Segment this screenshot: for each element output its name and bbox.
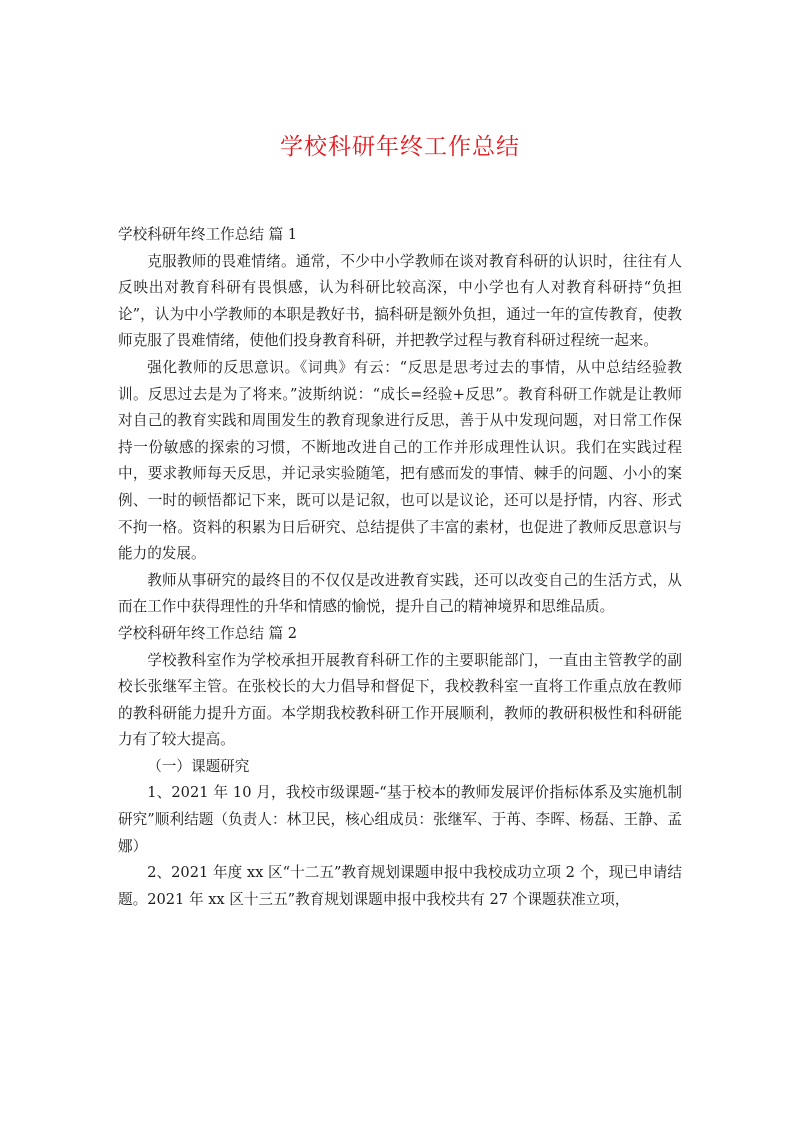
paragraph: 1、2021 年 10 月，我校市级课题-“基于校本的教师发展评价指标体系及实施机制研究”顺利结题（负责人：林卫民，核心组成员：张继军、于苒、李晖、杨磊、王静、孟娜） [118,784,682,855]
paragraph: 教师从事研究的最终目的不仅仅是改进教育实践，还可以改变自己的生活方式，从而在工作中获得理性的升华和情感的愉悦，提升自己的精神境界和思维品质。 [118,571,682,616]
paragraph: 克服教师的畏难情绪。通常，不少中小学教师在谈对教育科研的认识时，往往有人反映出对教育科研有畏惧感，认为科研比较高深，中小学也有人对教育科研持“负担论”，认为中小学教师的本职是教好书，搞科研是额外负担，通过一年的宣传教育，使教师克服了畏难情绪，使他们投身教育科研，并把教学过程与教育科研过程统一起来。 [118,252,682,350]
subsection-heading: （一）课题研究 [147,757,250,775]
paragraph: 2、2021 年度 xx 区“十二五”教育规划课题申报中我校成功立项 2 个，现已申请结题。2021 年 xx 区十三五”教育规划课题申报中我校共有 27 个课题获准立项， [118,864,682,908]
document-title: 学校科研年终工作总结 [280,134,520,160]
paragraph: 强化教师的反思意识。《词典》有云：“反思是思考过去的事情，从中总结经验教训。反思过去是为了将来。”波斯纳说：“成长=经验+反思”。教育科研工作就是让教师对自己的教育实践和周围发生的教育现象进行反思，善于从中发现问题，对日常工作保持一份敏感的探索的习惯，不断地改进自己的工作并形成理性认识。我们在实践过程中，要求教师每天反思，并记录实验随笔，把有感而发的事情、棘手的问题、小小的案例、一时的顿悟都记下来，既可以是记叙，也可以是议论，还可以是抒情，内容、形式不拘一格。资料的积累为日后研究、总结提供了丰富的素材，也促进了教师反思意识与能力的发展。 [118,358,682,563]
section-heading-1: 学校科研年终工作总结 篇 1 [118,226,298,243]
paragraph: 学校教科室作为学校承担开展教育科研工作的主要职能部门，一直由主管教学的副校长张继军主管。在张校长的大力倡导和督促下，我校教科室一直将工作重点放在教师的教科研能力提升方面。本学期我校教科研工作开展顺利，教师的教研积极性和科研能力有了较大提高。 [118,651,682,749]
document-body [118,222,682,913]
section-heading-2: 学校科研年终工作总结 篇 2 [118,624,298,642]
